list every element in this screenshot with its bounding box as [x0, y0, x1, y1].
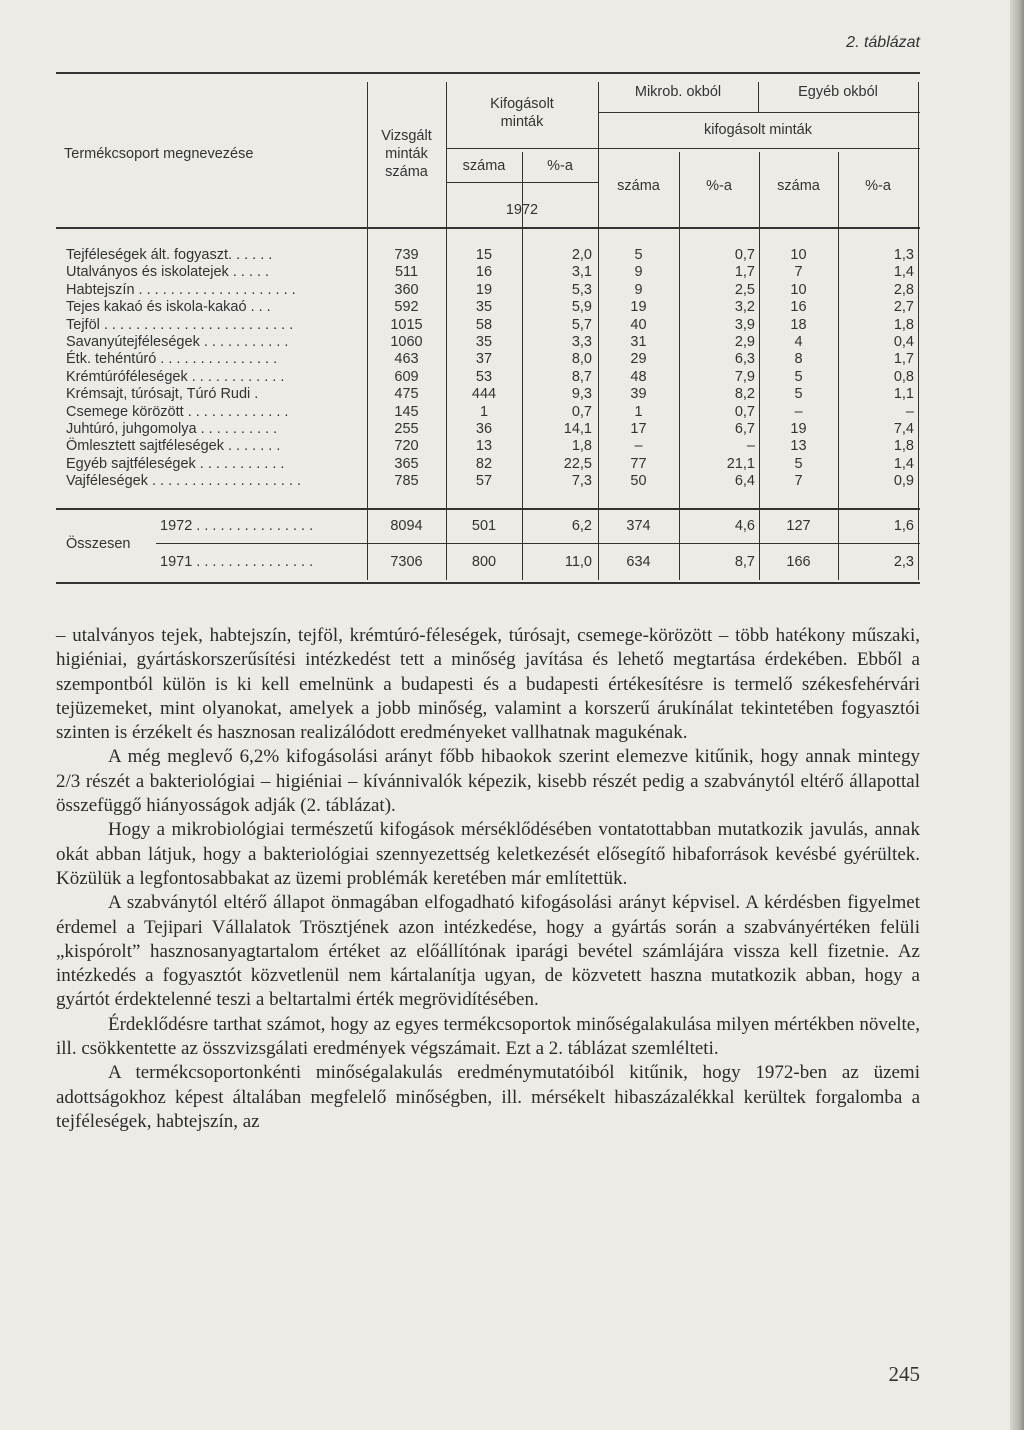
row-name: Habtejszín . . . . . . . . . . . . . . . . . . . .: [66, 281, 296, 298]
total-oth: 127: [786, 518, 811, 534]
cell-oth-pct: 0,4: [893, 334, 914, 350]
cell-rej: 35: [475, 299, 493, 316]
cell-oth: 10: [790, 281, 807, 298]
cell-tested: 592: [394, 299, 419, 316]
cell-rej-pct: 8,0: [571, 351, 592, 368]
cell-tested: 785: [394, 473, 419, 490]
cell-rej-pct: 5,7: [571, 316, 592, 333]
cell-oth-pct: 1,4: [893, 455, 914, 472]
cell-rej-pct: 3,3: [571, 334, 592, 350]
paragraph: – utalványos tejek, habtejszín, tejföl, krémtúró-féleségek, túrósajt, csemege-körözött – több hatékony műszaki, higiéniai, gyártáskorszerűsítési intézkedést tett a minőség javítása és lehető megtartása érdekében. Ebből a szempontból külön is ki kell emelnünk a budapesti és a budapesti értékesítésre is termelő székesfehérvári tejüzemeket, mint olyanokat, amelyek a jobb minőség, valamint a korszerű árukínálat tekintetében fogyasztói szinten is érzékelt és hasznosan realizálódott eredményeket vallhatnak magukénak.: [56, 625, 920, 744]
cell-oth-pct: 0,8: [893, 368, 914, 385]
header-tested-1: Vizsgált: [381, 128, 432, 144]
cell-mic: 77: [630, 455, 647, 472]
paragraph: A termékcsoportonkénti minőségalakulás eredménymutatóiból kitűnik, hogy 1972-ben az üzemi adottságokhoz képest általában megfelelő minőségben, ill. mérsékelt hibaszázalékkal kerültek forgalomba a tejféleségek, habtejszín, az: [56, 1062, 920, 1132]
cell-oth-pct: 1,3: [893, 247, 914, 263]
page-number: 245: [888, 1362, 920, 1386]
cell-tested: 145: [394, 403, 419, 420]
cell-mic: 1: [634, 403, 643, 420]
cell-oth: 18: [790, 316, 807, 333]
row-name: Savanyútejféleségek . . . . . . . . . . .: [66, 334, 289, 350]
table-caption: 2. táblázat: [846, 34, 920, 51]
cell-mic-pct: 0,7: [734, 403, 755, 420]
row-name: Egyéb sajtféleségek . . . . . . . . . . .: [66, 455, 285, 472]
row-name: Tejföl . . . . . . . . . . . . . . . . . . . . . . . .: [66, 316, 294, 333]
cell-tested: 255: [394, 421, 419, 437]
cell-rej: 19: [475, 281, 493, 298]
total-year: 1972 . . . . . . . . . . . . . . .: [160, 518, 314, 534]
cell-oth-pct: 2,8: [893, 281, 914, 298]
table-top-rule: [56, 72, 920, 74]
total-mic-pct: 8,7: [734, 554, 755, 570]
row-name: Étk. tehéntúró . . . . . . . . . . . . . . .: [66, 351, 278, 368]
header-count: száma: [462, 158, 506, 174]
cell-mic: 5: [634, 247, 643, 263]
paragraph: Érdeklődésre tarthat számot, hogy az egyes termékcsoportok minőségalakulása milyen mértékben növelte, ill. csökkentette az összvizsgálati eredmények végszámait. Ezt a 2. táblázat szemlélteti.: [56, 1013, 920, 1060]
paragraph: A szabványtól eltérő állapot önmagában elfogadható kifogásolási arányt képvisel. A kérdésben figyelmet érdemel a Tejipari Vállalatok Trösztjének azon intézkedése, hogy a gyártás során a szabványértéken felüli „kispórolt” hasznosanyagtartalom értéket az előállítónak iparági bevétel számlájára vissza kell fizetnie. Az intézkedés a fogyasztót közvetlenül nem kártalanítja ugyan, de közvetett haszna mutatkozik abban, hogy a gyártót érdektelenné teszi a beltartalmi érték megrövidítésében.: [56, 892, 920, 1011]
row-name: Tejféleségek ált. fogyaszt. . . . . .: [66, 247, 273, 263]
cell-mic-pct: 2,5: [734, 281, 755, 298]
cell-rej: 82: [475, 455, 493, 472]
row-name: Csemege körözött . . . . . . . . . . . . .: [66, 403, 289, 420]
cell-rej: 36: [475, 421, 493, 437]
cell-rej: 1: [479, 403, 489, 420]
total-mic-pct: 4,6: [734, 518, 755, 534]
paragraph: A még meglevő 6,2% kifogásolási arányt főbb hibaokok szerint elemezve kitűnik, hogy annak mintegy 2/3 részét a bakteriológiai – higiéniai – kívánnivalók képezik, kisebb részét pedig a szabványtól eltérő állapottal összefüggő hiányosságok adják (2. táblázat).: [56, 746, 920, 817]
header-sub-rule: [446, 148, 920, 149]
cell-tested: 360: [394, 281, 419, 298]
cell-rej: 444: [471, 386, 497, 403]
cell-mic: 9: [634, 281, 643, 298]
cell-rej-pct: 22,5: [563, 455, 592, 472]
cell-mic: 40: [630, 316, 647, 333]
row-name: Utalványos és iskolatejek . . . . .: [66, 264, 270, 281]
cell-rej: 35: [475, 334, 493, 350]
cell-mic-pct: 6,7: [734, 421, 755, 437]
cell-oth: 10: [790, 247, 807, 263]
cell-oth: 13: [790, 438, 807, 455]
total-oth: 166: [786, 554, 811, 570]
cell-mic: 19: [630, 299, 647, 316]
cell-tested: 475: [394, 386, 419, 403]
cell-oth-pct: 2,7: [893, 299, 914, 316]
cell-rej-pct: 5,9: [571, 299, 592, 316]
cell-rej: 13: [475, 438, 493, 455]
cell-oth-pct: 1,4: [893, 264, 914, 281]
cell-rej-pct: 2,0: [571, 247, 592, 263]
header-oth-percent: %-a: [865, 178, 891, 194]
row-name: Vajféleségek . . . . . . . . . . . . . . . . . . .: [66, 473, 302, 490]
row-name: Tejes kakaó és iskola-kakaó . . .: [66, 299, 271, 316]
cell-oth-pct: 1,7: [893, 351, 914, 368]
cell-mic-pct: 1,7: [734, 264, 755, 281]
page-edge: [1010, 0, 1024, 1430]
cell-mic-pct: 6,4: [734, 473, 755, 490]
header-year: 1972: [505, 202, 539, 218]
total-oth-pct: 2,3: [893, 554, 914, 570]
total-mic: 634: [626, 554, 651, 570]
cell-tested: 511: [394, 264, 419, 281]
total-label: Összesen: [66, 536, 131, 552]
total-tested: 8094: [390, 518, 423, 534]
cell-mic: 9: [634, 264, 643, 281]
cell-tested: 365: [394, 455, 419, 472]
cell-tested: 739: [394, 247, 419, 263]
cell-rej-pct: 9,3: [571, 386, 592, 403]
cell-mic-pct: 3,9: [734, 316, 755, 333]
cell-rej-pct: 14,1: [563, 421, 592, 437]
cell-rej-pct: 8,7: [571, 368, 592, 385]
total-mic: 374: [626, 518, 651, 534]
header-bottom-rule: [56, 227, 920, 229]
row-name: Krémsajt, túrósajt, Túró Rudi .: [66, 386, 259, 403]
cell-rej-pct: 5,3: [571, 281, 592, 298]
cell-mic: 48: [630, 368, 647, 385]
cell-oth: 5: [794, 455, 803, 472]
cell-rej: 57: [475, 473, 493, 490]
cell-oth-pct: –: [905, 403, 914, 420]
header-mic-percent: %-a: [706, 178, 732, 194]
cell-mic: 50: [630, 473, 647, 490]
cell-mic: 17: [630, 421, 647, 437]
cell-tested: 1060: [390, 334, 423, 350]
col-rule: [918, 82, 919, 580]
cell-mic-pct: 8,2: [734, 386, 755, 403]
cell-tested: 720: [394, 438, 419, 455]
cell-oth-pct: 1,8: [893, 438, 914, 455]
total-rej-pct: 11,0: [564, 554, 592, 570]
table-bottom-rule: [56, 582, 920, 584]
cell-rej-pct: 0,7: [571, 403, 592, 420]
cell-rej-pct: 7,3: [571, 473, 592, 490]
cell-oth: 7: [794, 264, 803, 281]
header-oth-count: száma: [777, 178, 820, 194]
header-sub-rule: [598, 112, 920, 113]
cell-rej: 53: [475, 368, 493, 385]
header-product: Termékcsoport megnevezése: [64, 146, 254, 162]
cell-mic-pct: 7,9: [734, 368, 755, 385]
row-name: Ömlesztett sajtféleségek . . . . . . .: [66, 438, 281, 455]
row-name: Krémtúróféleségek . . . . . . . . . . . .: [66, 368, 285, 385]
totals-top-rule: [56, 508, 920, 510]
body-text: [56, 624, 920, 1134]
cell-mic-pct: 21,1: [726, 455, 755, 472]
cell-mic-pct: 2,9: [734, 334, 755, 350]
cell-tested: 609: [394, 368, 419, 385]
cell-oth: 5: [794, 368, 803, 385]
cell-rej-pct: 1,8: [571, 438, 592, 455]
total-year: 1971 . . . . . . . . . . . . . . .: [160, 554, 314, 570]
header-microb: Mikrob. okból: [634, 84, 722, 100]
cell-oth: –: [794, 403, 803, 420]
cell-mic: 31: [630, 334, 647, 350]
cell-oth: 16: [790, 299, 807, 316]
paragraph: Hogy a mikrobiológiai természetű kifogások mérséklődésében vontatottabban mutatkozik javulás, annak okát abban látjuk, hogy a bakteriológiai szennyezettség keletkezését elősegítő hibaforrások kevésbé gyérültek. Közülük a legfontosabbakat az üzemi problémák keretében már említettük.: [56, 819, 920, 889]
cell-rej: 37: [475, 351, 493, 368]
total-rej-pct: 6,2: [571, 518, 592, 534]
cell-tested: 1015: [390, 316, 423, 333]
cell-mic-pct: 0,7: [734, 247, 755, 263]
header-mic-count: száma: [617, 178, 660, 194]
cell-mic-pct: 6,3: [734, 351, 755, 368]
cell-rej-pct: 3,1: [571, 264, 592, 281]
quality-table: [56, 72, 920, 592]
cell-rej: 16: [475, 264, 493, 281]
cell-tested: 463: [394, 351, 419, 368]
cell-rej: 58: [475, 316, 493, 333]
header-rejected-samples: kifogásolt minták: [704, 122, 812, 138]
cell-mic: 29: [630, 351, 647, 368]
header-rejected-2: minták: [500, 114, 544, 130]
cell-rej: 15: [475, 247, 493, 263]
cell-mic: –: [634, 438, 643, 455]
cell-oth-pct: 0,9: [893, 473, 914, 490]
cell-oth-pct: 7,4: [893, 421, 914, 437]
cell-oth-pct: 1,8: [893, 316, 914, 333]
cell-mic: 39: [630, 386, 647, 403]
total-rej: 800: [471, 554, 497, 570]
header-other: Egyéb okból: [798, 84, 878, 100]
cell-oth: 4: [794, 334, 803, 350]
cell-oth: 7: [794, 473, 803, 490]
header-tested-3: száma: [385, 164, 428, 180]
cell-oth: 5: [794, 386, 803, 403]
cell-oth-pct: 1,1: [893, 386, 914, 403]
header-tested-2: minták: [385, 146, 428, 162]
totals-mid-rule: [156, 543, 920, 544]
cell-oth: 19: [790, 421, 807, 437]
row-name: Juhtúró, juhgomolya . . . . . . . . . .: [66, 421, 278, 437]
total-rej: 501: [471, 518, 497, 534]
cell-oth: 8: [794, 351, 803, 368]
total-oth-pct: 1,6: [893, 518, 914, 534]
header-percent: %-a: [547, 158, 573, 174]
cell-mic-pct: –: [746, 438, 755, 455]
header-rejected-1: Kifogásolt: [490, 96, 554, 112]
cell-mic-pct: 3,2: [734, 299, 755, 316]
total-tested: 7306: [390, 554, 423, 570]
